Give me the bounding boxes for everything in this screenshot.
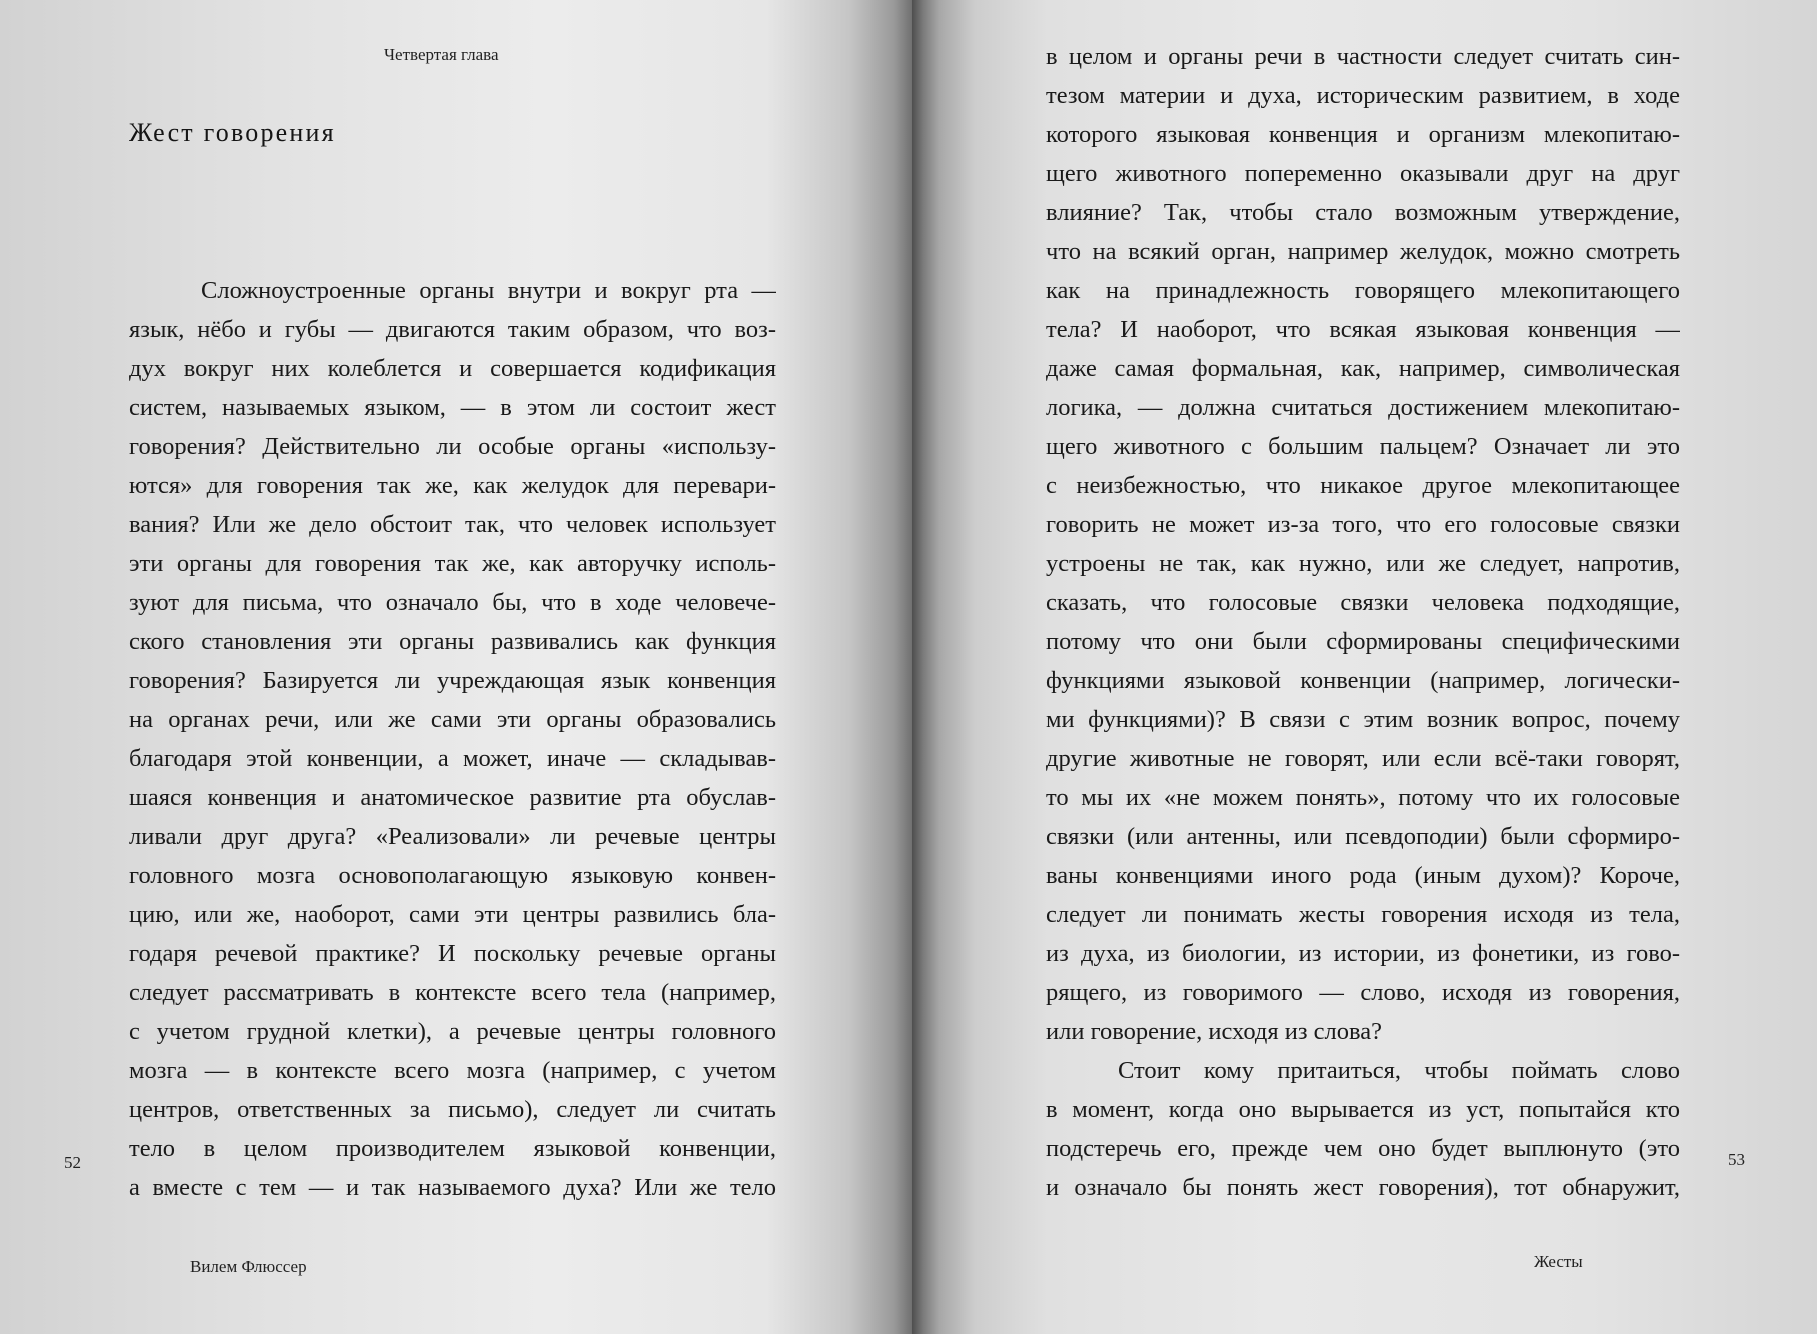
chapter-title: Жест говорения	[129, 118, 336, 147]
text-line: говорить не может из-за того, что его голосовые связки	[1046, 511, 1680, 538]
text-line: цию, или же, наоборот, сами эти центры развились бла-	[129, 901, 776, 928]
text-line: влияние? Так, чтобы стало возможным утверждение,	[1046, 199, 1680, 226]
page-footer: Вилем Флюссер	[190, 1257, 307, 1276]
text-line: мозга — в контексте всего мозга (например, с учетом	[129, 1057, 776, 1084]
text-line: годаря речевой практике? И поскольку речевые органы	[129, 940, 776, 967]
text-line: тезом материи и духа, историческим развитием, в ходе	[1046, 82, 1680, 109]
text-line: систем, называемых языком, — в этом ли состоит жест	[129, 394, 776, 421]
page-footer: Жесты	[1534, 1252, 1583, 1271]
text-line: связки (или антенны, или псевдоподии) были сформиро-	[1046, 823, 1680, 850]
text-line: головного мозга основополагающую языковую конвен-	[129, 862, 776, 889]
text-line: эти органы для говорения так же, как авторучку исполь-	[129, 550, 776, 577]
text-line: то мы их «не можем понять», потому что их голосовые	[1046, 784, 1680, 811]
text-line: ми функциями)? В связи с этим возник вопрос, почему	[1046, 706, 1680, 733]
text-line: говорения? Действительно ли особые органы «использу-	[129, 433, 776, 460]
text-line: Стоит кому притаиться, чтобы поймать слово	[1118, 1057, 1680, 1084]
text-line: шаяся конвенция и анатомическое развитие рта обуслав-	[129, 784, 776, 811]
page-number: 52	[64, 1153, 81, 1172]
left-body-text	[129, 271, 776, 1207]
text-line: устроены не так, как нужно, или же следует, напротив,	[1046, 550, 1680, 577]
text-line: которого языковая конвенция и организм млекопитаю-	[1046, 121, 1680, 148]
text-line: тела? И наоборот, что всякая языковая конвенция —	[1046, 316, 1680, 343]
text-line: ского становления эти органы развивались как функция	[129, 628, 776, 655]
text-line: в момент, когда оно вырывается из уст, попытайся кто	[1046, 1096, 1680, 1123]
text-line: рящего, из говоримого — слово, исходя из говорения,	[1046, 979, 1680, 1006]
text-line: ливали друг друга? «Реализовали» ли речевые центры	[129, 823, 776, 850]
text-line: сказать, что голосовые связки человека подходящие,	[1046, 589, 1680, 616]
text-line: ются» для говорения так же, как желудок для перевари-	[129, 472, 776, 499]
text-line: даже самая формальная, как, например, символическая	[1046, 355, 1680, 382]
right-page	[912, 0, 1817, 1334]
text-line: потому что они были сформированы специфическими	[1046, 628, 1680, 655]
text-line: следует ли понимать жесты говорения исходя из тела,	[1046, 901, 1680, 928]
text-line: на органах речи, или же сами эти органы образовались	[129, 706, 776, 733]
running-head: Четвертая глава	[384, 45, 499, 64]
text-line: дух вокруг них колеблется и совершается кодификация	[129, 355, 776, 382]
right-body-text	[1046, 37, 1680, 1207]
text-line: и означало бы понять жест говорения), тот обнаружит,	[1046, 1174, 1680, 1201]
text-line: а вместе с тем — и так называемого духа? Или же тело	[129, 1174, 776, 1201]
text-line: благодаря этой конвенции, а может, иначе — складывав-	[129, 745, 776, 772]
text-line: говорения? Базируется ли учреждающая язык конвенция	[129, 667, 776, 694]
text-line: как на принадлежность говорящего млекопитающего	[1046, 277, 1680, 304]
text-line: с неизбежностью, что никакое другое млекопитающее	[1046, 472, 1680, 499]
text-line: что на всякий орган, например желудок, можно смотреть	[1046, 238, 1680, 265]
text-line: из духа, из биологии, из истории, из фонетики, из гово-	[1046, 940, 1680, 967]
text-line: другие животные не говорят, или если всё-таки говорят,	[1046, 745, 1680, 772]
text-line: язык, нёбо и губы — двигаются таким образом, что воз-	[129, 316, 776, 343]
text-line: тело в целом производителем языковой конвенции,	[129, 1135, 776, 1162]
text-line: или говорение, исходя из слова?	[1046, 1018, 1383, 1045]
text-line: центров, ответственных за письмо), следует ли считать	[129, 1096, 776, 1123]
text-line: с учетом грудной клетки), а речевые центры головного	[129, 1018, 776, 1045]
text-line: следует рассматривать в контексте всего тела (например,	[129, 979, 776, 1006]
text-line: Сложноустроенные органы внутри и вокруг рта —	[201, 277, 776, 304]
text-line: щего животного с большим пальцем? Означает ли это	[1046, 433, 1680, 460]
text-line: в целом и органы речи в частности следует считать син-	[1046, 43, 1680, 70]
text-line: ваны конвенциями иного рода (иным духом)? Короче,	[1046, 862, 1680, 889]
text-line: вания? Или же дело обстоит так, что человек использует	[129, 511, 776, 538]
text-line: логика, — должна считаться достижением млекопитаю-	[1046, 394, 1680, 421]
page-number: 53	[1728, 1150, 1745, 1169]
text-line: щего животного попеременно оказывали друг на друг	[1046, 160, 1680, 187]
text-line: функциями языковой конвенции (например, логически-	[1046, 667, 1680, 694]
text-line: подстеречь его, прежде чем оно будет выплюнуто (это	[1046, 1135, 1680, 1162]
text-line: зуют для письма, что означало бы, что в ходе человече-	[129, 589, 776, 616]
